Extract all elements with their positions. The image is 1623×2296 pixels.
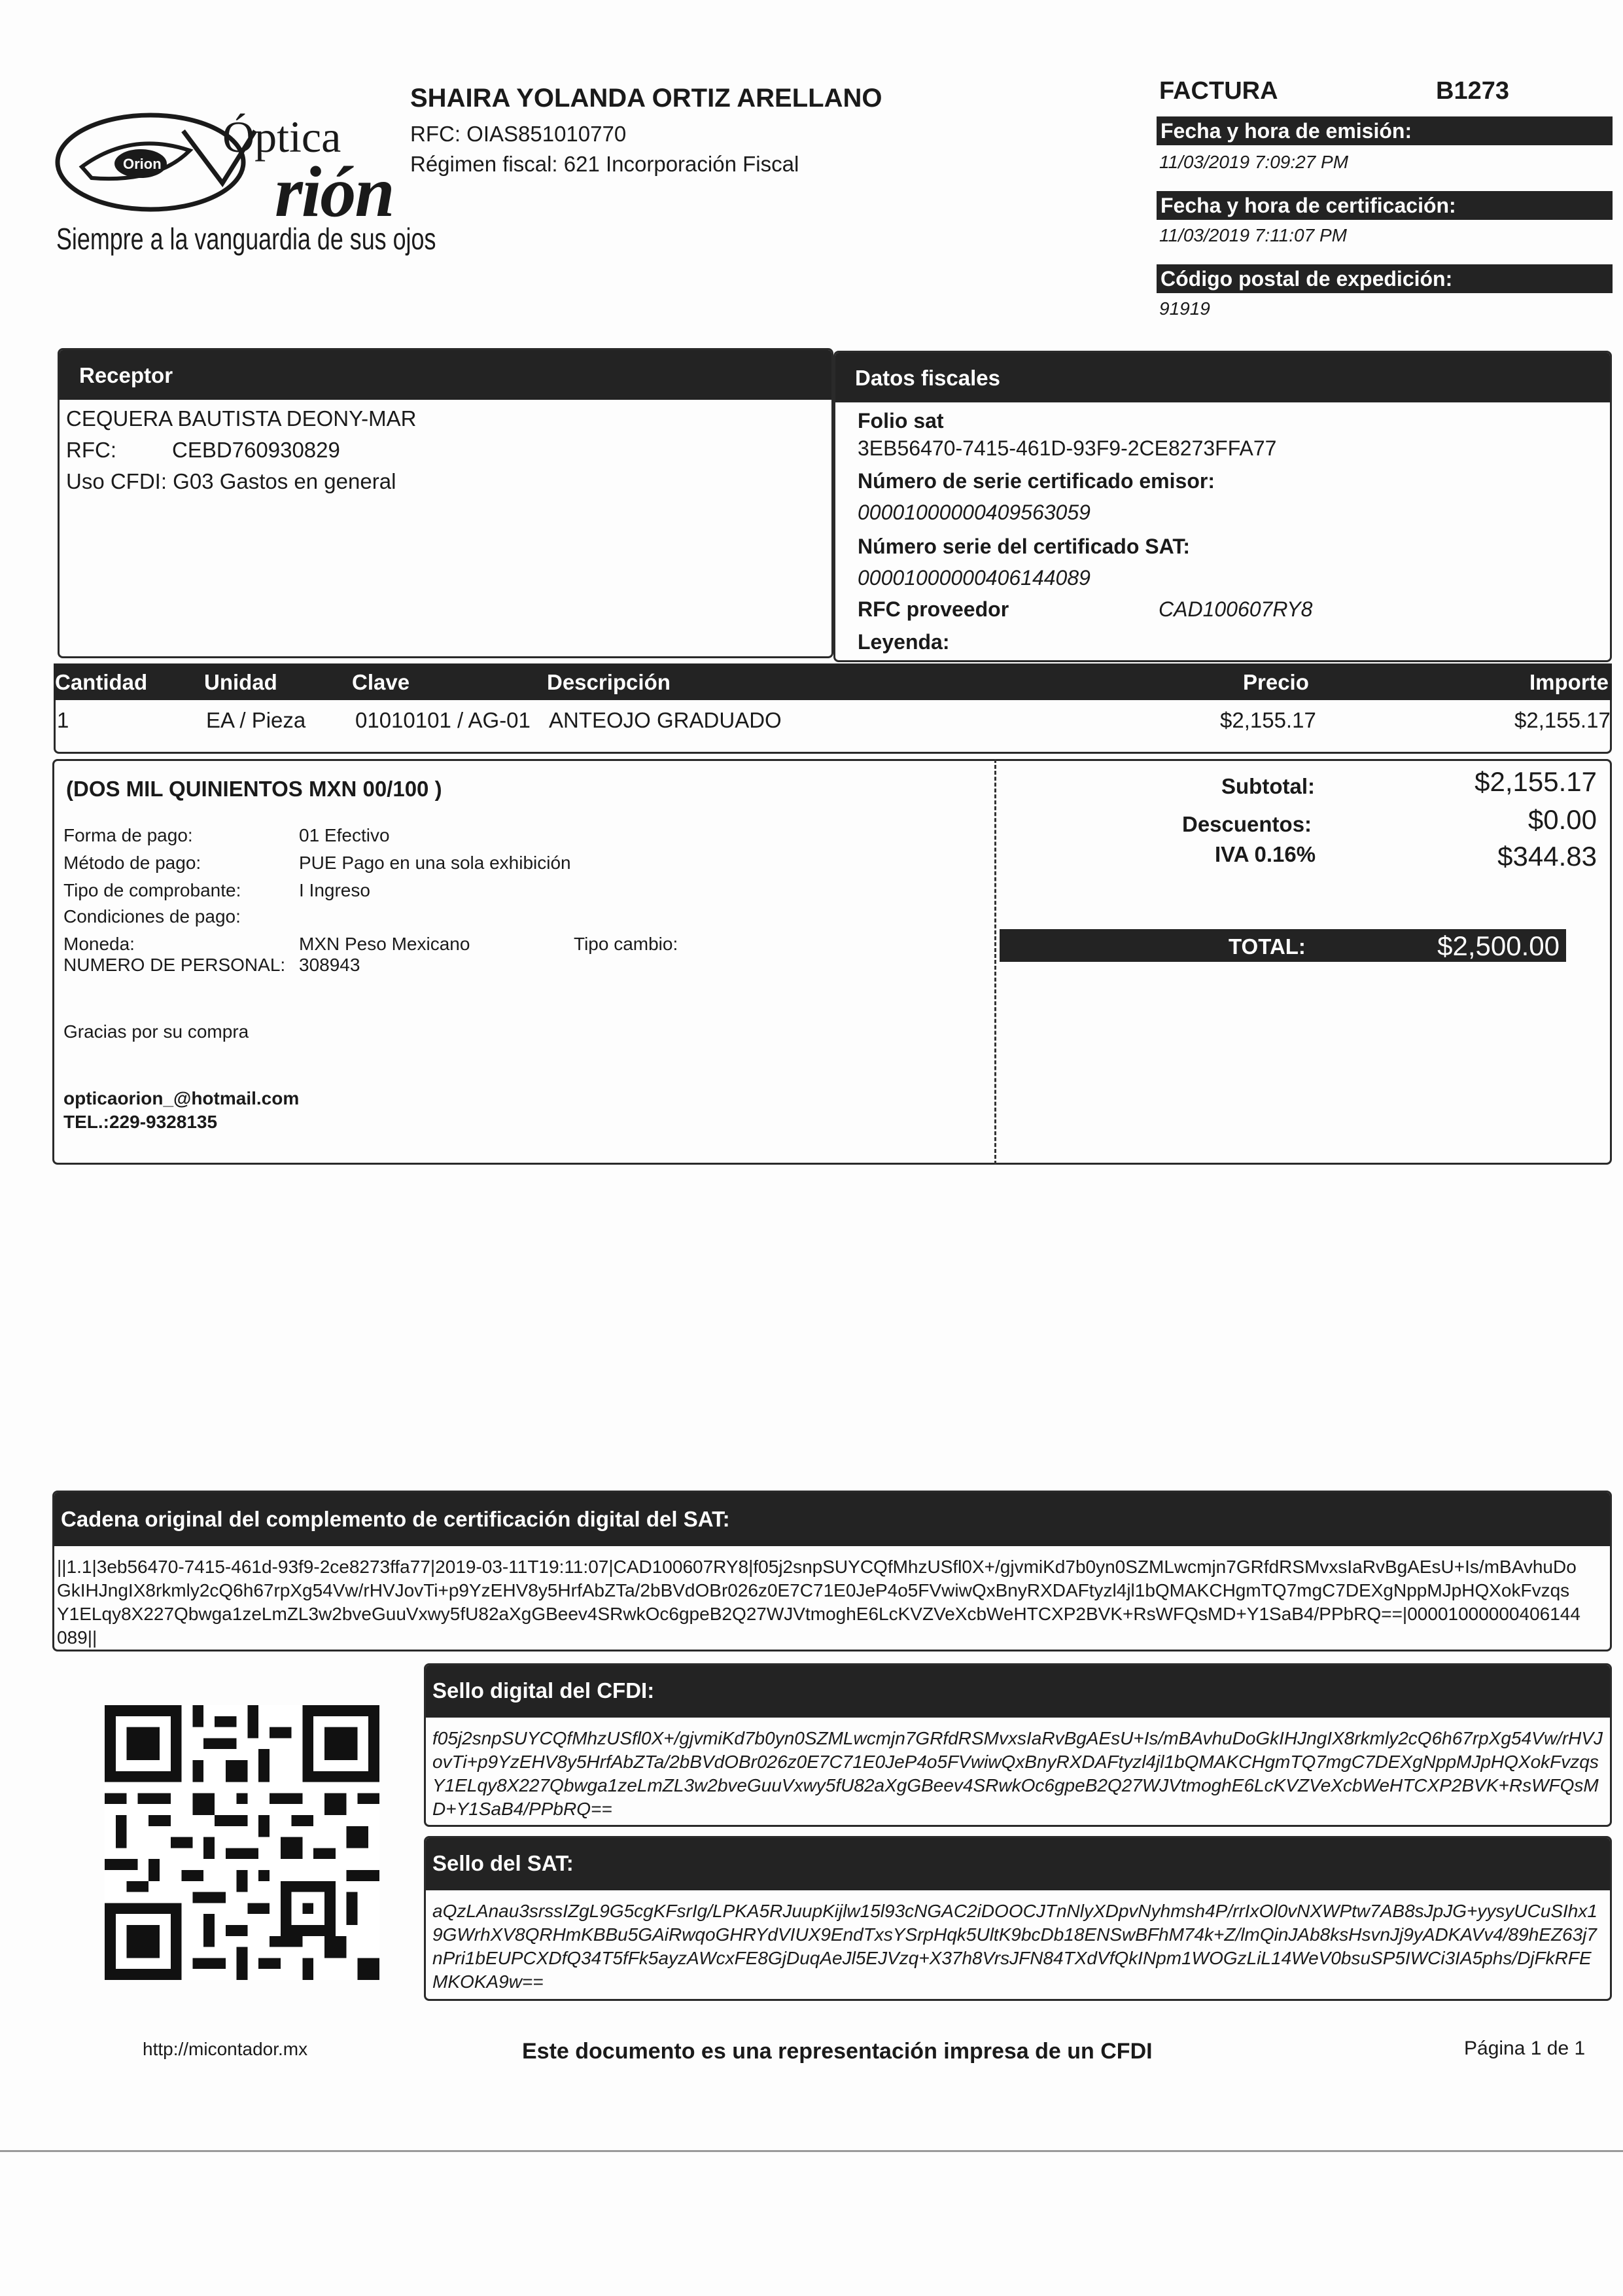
rfc-provider-value: CAD100607RY8 — [1159, 597, 1313, 621]
serie-emisor-label: Número de serie certificado emisor: — [858, 469, 1215, 493]
footer-note: Este documento es una representación impresa de un CFDI — [522, 2039, 1153, 2064]
sello-sat-panel — [424, 1836, 1612, 2001]
thanks-message: Gracias por su compra — [63, 1021, 249, 1042]
condiciones-pago-label: Condiciones de pago: — [63, 906, 241, 927]
issuer-regimen: Régimen fiscal: 621 Incorporación Fiscal — [410, 152, 799, 176]
sello-sat-text: aQzLAnau3srssIZgL9G5cgKFsrIg/LPKA5RJuupKijlw15l93cNGAC2iDOOCJTnNlyXDpvNyhmsh4P/rrIxOl0vNXWPtw7AB8sJpJG+yysyUCuSIhx19GWrhXV8QRHmKBBu5GAiRwqoGHRYdVIUX9EndTxsYSrpHqk5UltK9bcDb18ENSwBFhM74k+Z/lmQinJAb8ksHsvnJj9yADKAVv4/89hEZ63j7nPri1bEUPCXDfQ34T5fFk5ayzAWcxFE8GjDuqAeJl5EJVzq+X37h8VrsJFN84TXdVfQkINpm1WOGzLiL14WeV0bsuSP5IWCi3IA5phs/DjFkRFEMKOKA9w== — [432, 1901, 1597, 1992]
invoice-label: FACTURA — [1159, 77, 1278, 105]
total-bar — [1000, 929, 1566, 962]
cadena-title: Cadena original del complemento de certificación digital del SAT: — [54, 1492, 1610, 1546]
page-bottom-edge — [0, 2150, 1623, 2152]
payment-details-panel — [52, 759, 1612, 1165]
total-label: TOTAL: — [1229, 934, 1306, 959]
page-indicator: Página 1 de 1 — [1464, 2038, 1586, 2059]
cadena-text: ||1.1|3eb56470-7415-461d-93f9-2ce8273ffa77|2019-03-11T19:11:07|CAD100607RY8|f05j2snpSUYCQfMhzUSfl0X+/gjvmiKd7b0yn0SZMLwcmjn7GRfdRSMvxsIaRvBgAEsU+Is/mBAvhuDoGkIHJngIX8rkmly2cQ6h67rpXg54Vw/rHVJovTi+p9YzEHV8y5HrfAbZTa/2bBVdOBr026z0E7C71E0JeP4o5FVwiwQxBnyRXDAFtyzl4jl1bQMAKCHgmTQ7mgC7DEXgNppMJpHQXokFvzqsY1ELqy8X227Qbwga1zeLmZL3w2bveGuuVxwy5fU82aXgGBeev4SRwkOc6gpeB2Q27WJVtmoghE6LcKVZVeXcbWeHTCXP2BVK+RsWFQsMD+Y1SaB4/PPbRQ==|00001000000406144089|| — [57, 1557, 1580, 1648]
item-importe: $2,155.17 — [1514, 708, 1611, 732]
tipo-cambio-label: Tipo cambio: — [574, 934, 678, 954]
iva-label: IVA 0.16% — [1215, 842, 1316, 866]
receptor-uso-cfdi: Uso CFDI: G03 Gastos en general — [66, 469, 396, 493]
sello-cfdi-panel — [424, 1663, 1612, 1827]
leyenda-label: Leyenda: — [858, 630, 950, 654]
header-clave: Clave — [352, 670, 410, 694]
header-unidad: Unidad — [204, 670, 277, 694]
item-precio: $2,155.17 — [1220, 708, 1316, 732]
metodo-pago-value: PUE Pago en una sola exhibición — [299, 853, 571, 873]
table-row — [54, 700, 1612, 754]
serie-emisor-value: 00001000000409563059 — [858, 501, 1091, 524]
logo-badge: Orion — [123, 156, 162, 172]
serie-sat-label: Número serie del certificado SAT: — [858, 535, 1190, 558]
fiscal-title: Datos fiscales — [835, 353, 1610, 402]
logo-line1: Óptica — [222, 112, 341, 162]
moneda-value: MXN Peso Mexicano — [299, 934, 470, 954]
forma-pago-label: Forma de pago: — [63, 825, 193, 845]
sello-sat-title: Sello del SAT: — [426, 1838, 1610, 1890]
metodo-pago-label: Método de pago: — [63, 853, 201, 873]
tipo-comprobante-value: I Ingreso — [299, 880, 370, 900]
item-descripcion: ANTEOJO GRADUADO — [549, 708, 782, 732]
logo-slogan: Siempre a la vanguardia de sus ojos — [56, 222, 436, 256]
contact-phone: TEL.:229-9328135 — [63, 1112, 218, 1132]
certification-date-value: 11/03/2019 7:11:07 PM — [1159, 225, 1347, 245]
issuer-rfc: RFC: OIAS851010770 — [410, 122, 627, 146]
receptor-name: CEQUERA BAUTISTA DEONY-MAR — [66, 406, 417, 431]
tipo-comprobante-label: Tipo de comprobante: — [63, 880, 241, 900]
totals-divider — [994, 759, 996, 1165]
invoice-number: B1273 — [1436, 77, 1509, 105]
fiscal-data-panel — [833, 351, 1612, 662]
moneda-label: Moneda: — [63, 934, 135, 954]
postal-code-header: Código postal de expedición: — [1157, 264, 1613, 293]
emission-date-value: 11/03/2019 7:09:27 PM — [1159, 152, 1349, 172]
contact-email: opticaorion_@hotmail.com — [63, 1088, 300, 1108]
header-importe: Importe — [1529, 670, 1609, 694]
folio-value: 3EB56470-7415-461D-93F9-2CE8273FFA77 — [858, 436, 1277, 460]
total-value: $2,500.00 — [1437, 930, 1560, 961]
postal-code-value: 91919 — [1159, 298, 1210, 319]
numero-personal-value: 308943 — [299, 955, 360, 975]
receptor-rfc-label: RFC: — [66, 438, 116, 462]
subtotal-label: Subtotal: — [1221, 774, 1315, 798]
header-descripcion: Descripción — [547, 670, 671, 694]
rfc-provider-label: RFC proveedor — [858, 597, 1009, 621]
item-unidad: EA / Pieza — [206, 708, 306, 732]
amount-in-words: (DOS MIL QUINIENTOS MXN 00/100 ) — [66, 777, 442, 801]
serie-sat-value: 00001000000406144089 — [858, 566, 1091, 590]
receptor-panel — [58, 348, 833, 658]
header-precio: Precio — [1243, 670, 1309, 694]
logo-line2: rión — [275, 152, 394, 232]
receptor-title: Receptor — [60, 350, 831, 400]
folio-label: Folio sat — [858, 409, 944, 433]
emission-date-header: Fecha y hora de emisión: — [1157, 116, 1613, 145]
sello-cfdi-title: Sello digital del CFDI: — [426, 1665, 1610, 1718]
item-clave: 01010101 / AG-01 — [355, 708, 531, 732]
sello-cfdi-text: f05j2snpSUYCQfMhzUSfl0X+/gjvmiKd7b0yn0SZMLwcmjn7GRfdRSMvxsIaRvBgAEsU+Is/mBAvhuDoGkIHJngIX8rkmly2cQ6h67rpXg54Vw/rHVJovTi+p9YzEHV8y5HrfAbZTa/2bBVdOBr026z0E7C71E0JeP4o5FVwiwQxBnyRXDAFtyzl4jl1bQMAKCHgmTQ7mgC7DEXgNppMJpHQXokFvzqsY1ELqy8X227Qbwga1zeLmZL3w2bveGuuVxwy5fU82aXgGBeev4SRwkOc6gpeB2Q27WJVtmoghE6LcKVZVeXcbWeHTCXP2BVK+RsWFQsMD+Y1SaB4/PPbRQ== — [432, 1728, 1603, 1819]
receptor-rfc-value: CEBD760930829 — [172, 438, 340, 462]
cadena-original-panel — [52, 1491, 1612, 1651]
descuentos-label: Descuentos: — [1182, 812, 1312, 836]
items-table-header — [54, 663, 1612, 700]
footer-url-link[interactable]: http://micontador.mx — [143, 2039, 308, 2059]
iva-value: $344.83 — [1497, 841, 1597, 872]
item-cantidad: 1 — [57, 708, 69, 732]
company-logo — [52, 105, 436, 268]
certification-date-header: Fecha y hora de certificación: — [1157, 191, 1613, 220]
subtotal-value: $2,155.17 — [1475, 766, 1597, 797]
qr-code-icon — [105, 1705, 379, 1980]
forma-pago-value: 01 Efectivo — [299, 825, 390, 845]
issuer-name: SHAIRA YOLANDA ORTIZ ARELLANO — [410, 84, 882, 113]
numero-personal-label: NUMERO DE PERSONAL: — [63, 955, 286, 975]
header-cantidad: Cantidad — [55, 670, 148, 694]
descuentos-value: $0.00 — [1527, 804, 1597, 835]
